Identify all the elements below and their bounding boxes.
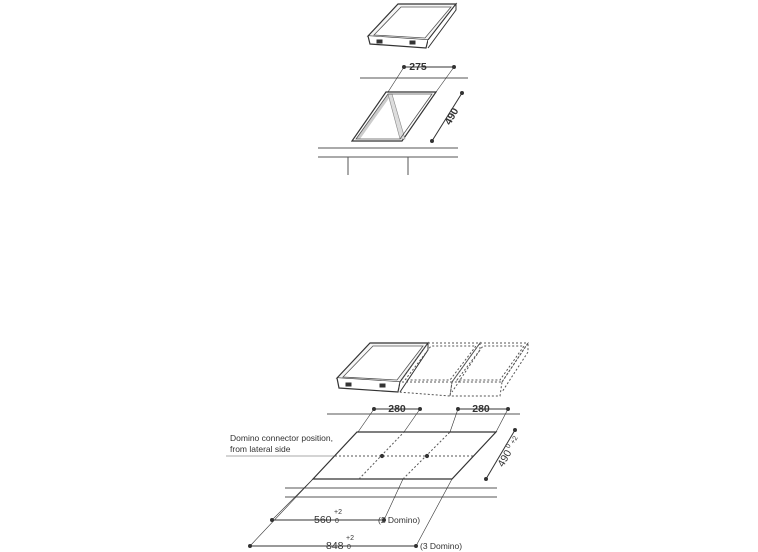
multi-hob-icon: [337, 343, 428, 392]
multi-width-label-2: 280: [472, 403, 490, 415]
cutout-2-value: 560: [314, 514, 332, 526]
multi-depth-label: 490: [495, 447, 515, 470]
single-domino-group: [318, 4, 468, 175]
multi-cutout: [313, 432, 496, 479]
multi-depth-tol-lower: 0: [504, 442, 513, 450]
cutout-3-value: 848: [326, 540, 344, 552]
dotted-hob-3-icon: [450, 343, 528, 396]
multi-depth-tol-upper: +2: [509, 435, 520, 446]
cutout-2-tol-upper: +2: [334, 509, 342, 516]
cutout-2-note: (2 Domino): [378, 515, 421, 525]
cutout-3-tol-upper: +2: [346, 535, 354, 542]
single-width-label: 275: [409, 61, 427, 73]
single-cutout: [352, 92, 436, 141]
single-depth-label: 490: [442, 105, 462, 128]
cutout-3-note: (3 Domino): [420, 541, 463, 551]
single-hob-icon: [368, 4, 456, 48]
cutout-3-tol-lower: 0: [347, 544, 351, 551]
connector-note-line1: Domino connector position,: [230, 433, 334, 443]
connector-note-line2: from lateral side: [230, 444, 291, 454]
multi-width-label-1: 280: [388, 403, 406, 415]
cutout-2-tol-lower: 0: [335, 518, 339, 525]
